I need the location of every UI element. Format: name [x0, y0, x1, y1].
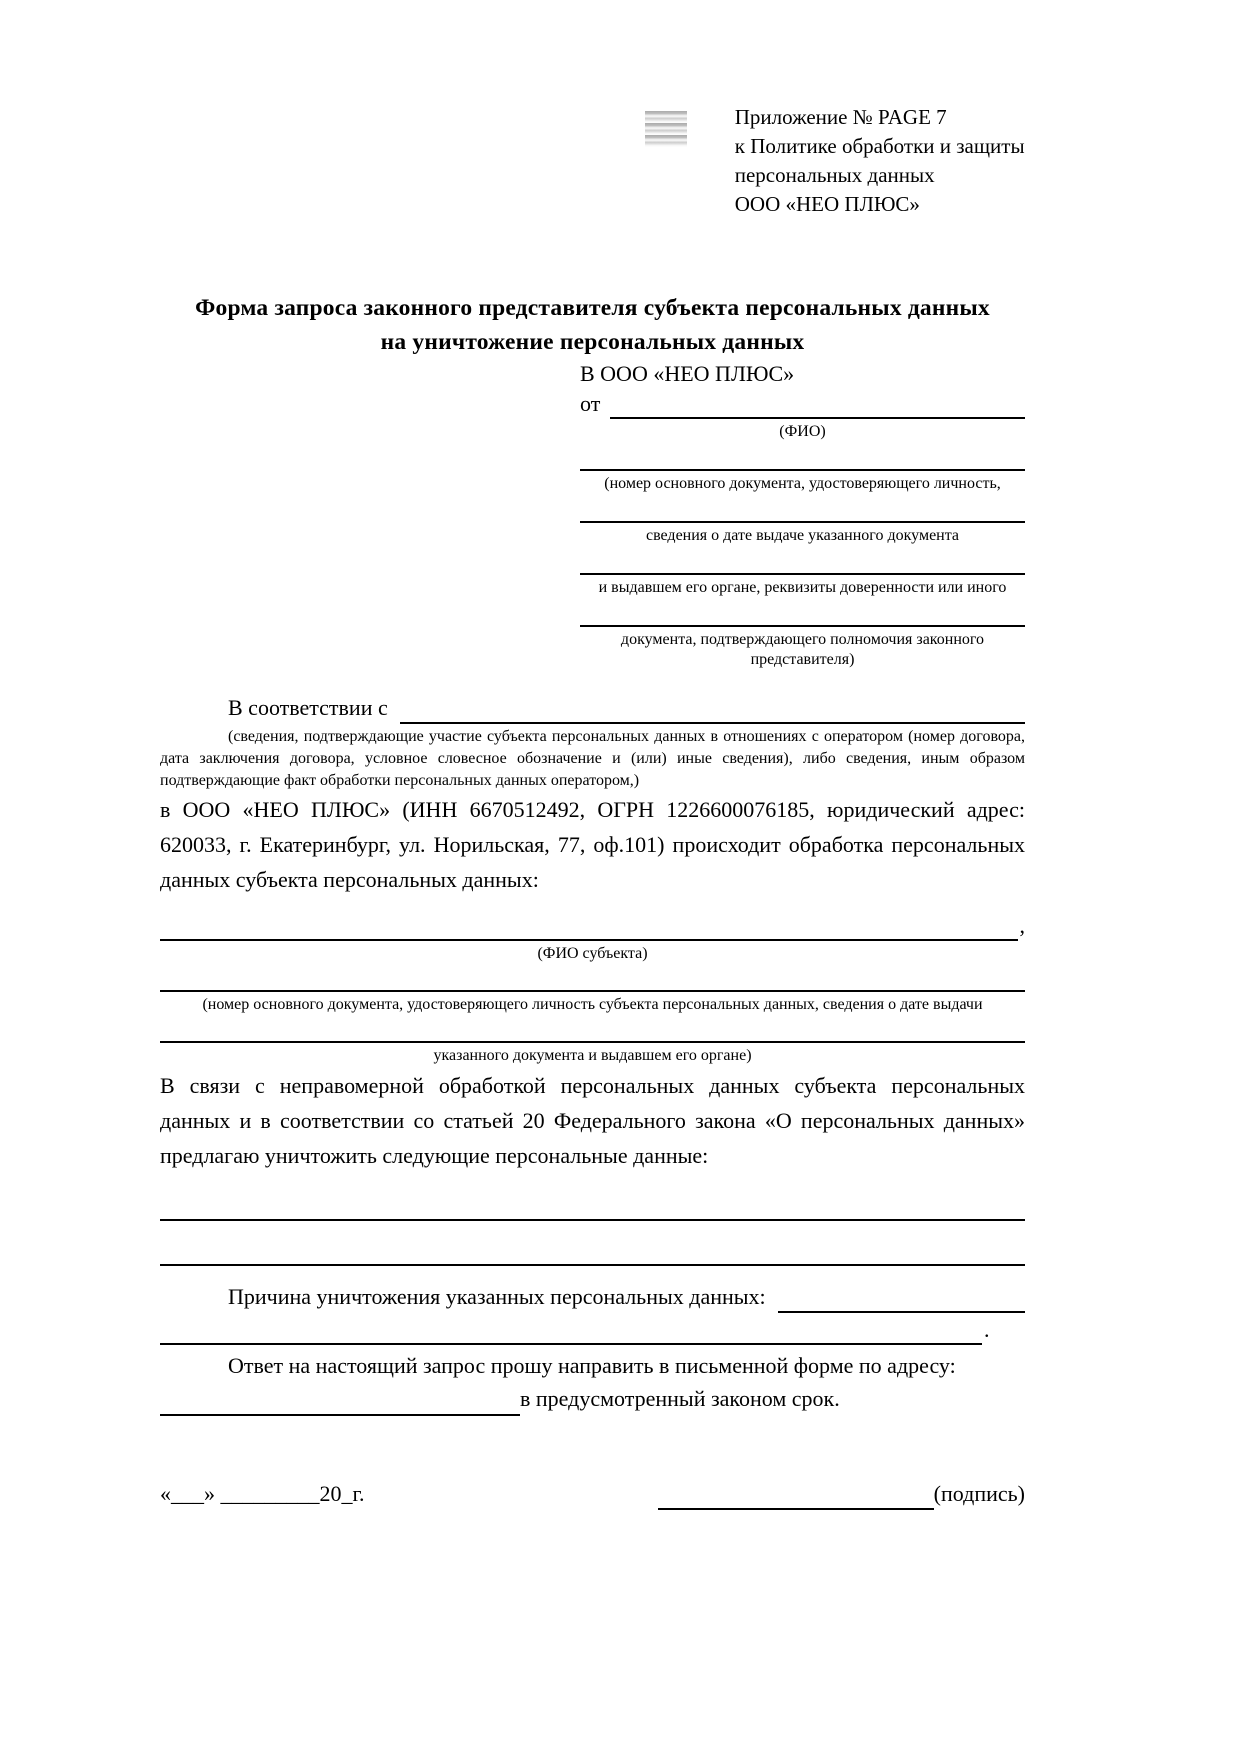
data-to-destroy-blank-line-1 — [160, 1219, 1025, 1221]
form-title-line-1: Форма запроса законного представителя субъекта персональных данных — [195, 295, 990, 321]
according-line — [160, 692, 1025, 724]
signature-group — [658, 1478, 1025, 1510]
relation-details-note: (сведения, подтверждающие участие субъекта персональных данных в отношениях с оператором (номер договора, дата заключения договора, условное словесное обозначение и (или) иные сведения), либо сведения, иным образом подтверждающие факт обработки персональных данных оператором,) — [160, 728, 1025, 789]
data-to-destroy-blank-line-2 — [160, 1264, 1025, 1266]
answer-address-blank-line — [160, 1390, 520, 1416]
destruction-reason-line — [160, 1280, 1025, 1313]
destruction-reason-period: . — [984, 1317, 990, 1342]
subject-name-suffix: , — [1019, 913, 1025, 938]
destruction-reason-label: Причина уничтожения указанных персональных данных: — [228, 1284, 766, 1309]
appendix-line-1: Приложение № PAGE 7 — [734, 105, 947, 129]
answer-address-row — [160, 1382, 1025, 1416]
answer-request-line: Ответ на настоящий запрос прошу направить в письменной форме по адресу: — [228, 1353, 956, 1378]
appendix-line-3: персональных данных — [734, 163, 935, 187]
appendix-block — [735, 103, 1025, 219]
issue-date-caption: сведения о дате выдаче указанного документа — [645, 527, 960, 544]
according-blank-line — [400, 698, 1025, 724]
issue-date-row — [580, 521, 1025, 546]
subject-issuing-authority-caption: указанного документа и выдавшем его органе) — [433, 1047, 752, 1064]
authority-document-caption: документа, подтверждающего полномочия законного представителя) — [620, 631, 985, 668]
subject-name-row — [160, 911, 1025, 941]
from-line — [580, 389, 1025, 419]
unlawful-processing-paragraph: В связи с неправомерной обработкой персональных данных субъекта персональных данных и в соответствии со статьей 20 Федерального закона «О персональных данных» предлагаю уничтожить следующие персональные данные: — [160, 1073, 1025, 1168]
appendix-line-2: к Политике обработки и защиты — [734, 134, 1025, 158]
representative-name-blank-line — [610, 393, 1025, 419]
subject-document-caption: (номер основного документа, удостоверяющего личность субъекта персональных данных, сведения о дате выдачи — [202, 996, 983, 1013]
authority-document-blank-line — [580, 625, 1025, 627]
answer-tail-text: в предусмотренный законом срок. — [520, 1386, 840, 1411]
fio-caption: (ФИО) — [779, 423, 826, 440]
operator-paragraph: в ООО «НЕО ПЛЮС» (ИНН 6670512492, ОГРН 1226600076185, юридический адрес: 620033, г. Екатеринбург, ул. Норильская, 77, оф.101) происходит обработка персональных данных субъекта персональных данных: — [160, 797, 1025, 892]
destruction-reason-continuation-row — [160, 1315, 1025, 1345]
authority-document-row — [580, 625, 1025, 670]
addressee-block — [580, 359, 1025, 670]
issuing-authority-blank-line — [580, 573, 1025, 575]
subject-name-blank-line — [160, 915, 1018, 941]
date-line: «___» _________20_г. — [160, 1481, 365, 1506]
signature-caption: (подпись) — [933, 1481, 1025, 1506]
signature-blank-line — [658, 1484, 934, 1510]
subject-document-blank-line — [160, 990, 1025, 992]
document-number-caption: (номер основного документа, удостоверяющего личность, — [604, 475, 1001, 492]
issuing-authority-caption: и выдавшем его органе, реквизиты доверенности или иного — [598, 579, 1007, 596]
destruction-reason-blank-line — [778, 1287, 1025, 1313]
appendix-line-4: ООО «НЕО ПЛЮС» — [734, 192, 920, 216]
destruction-reason-continuation-blank-line — [160, 1319, 982, 1345]
footer-row — [160, 1478, 1025, 1510]
issuing-authority-row — [580, 573, 1025, 598]
according-label: В соответствии с — [228, 695, 388, 720]
subject-fio-caption: (ФИО субъекта) — [537, 945, 648, 962]
field-code-artifact-icon — [645, 111, 687, 147]
form-title-line-2: на уничтожение персональных данных — [380, 329, 805, 355]
page-header — [160, 103, 1025, 219]
issue-date-blank-line — [580, 521, 1025, 523]
addressee-to: В ООО «НЕО ПЛЮС» — [580, 361, 795, 386]
from-label: от — [580, 391, 601, 416]
document-number-row — [580, 469, 1025, 494]
form-title — [160, 291, 1025, 359]
subject-issuing-authority-blank-line — [160, 1041, 1025, 1043]
document-number-blank-line — [580, 469, 1025, 471]
